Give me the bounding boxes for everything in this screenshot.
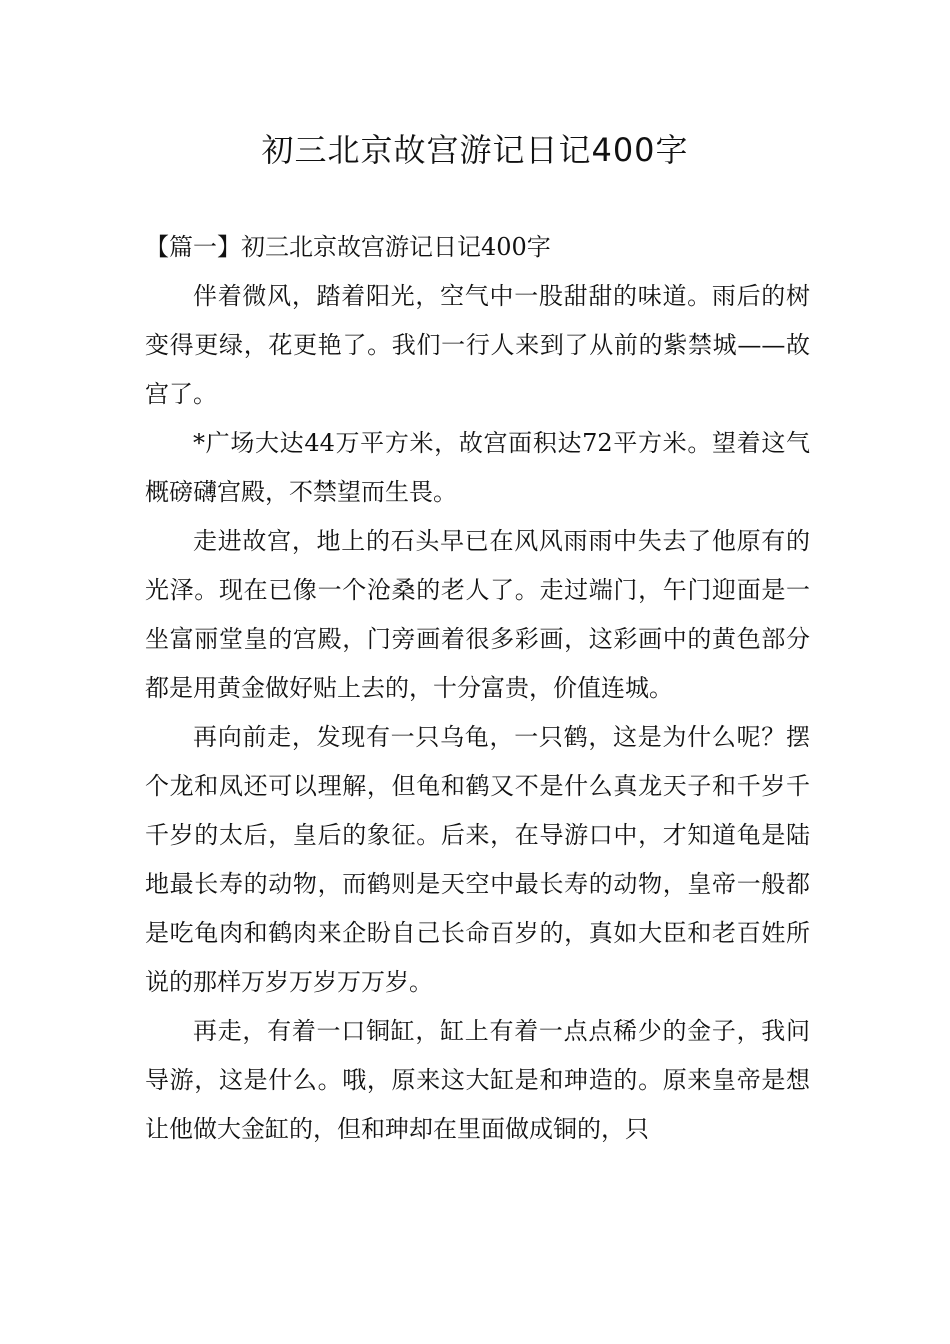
document-title: 初三北京故宫游记日记400字	[261, 131, 689, 169]
paragraph-1: 伴着微风，踏着阳光，空气中一股甜甜的味道。雨后的树变得更绿，花更艳了。我们一行人来到了从前的紫禁城——故宫了。	[145, 282, 810, 408]
paragraph-4: 再向前走，发现有一只乌龟，一只鹤，这是为什么呢？摆个龙和凤还可以理解，但龟和鹤又不是什么真龙天子和千岁千千岁的太后，皇后的象征。后来，在导游口中，才知道龟是陆地最长寿的动物，而鹤则是天空中最长寿的动物，皇帝一般都是吃龟肉和鹤肉来企盼自己长命百岁的，真如大臣和老百姓所说的那样万岁万岁万万岁。	[145, 723, 810, 996]
document-body	[145, 223, 810, 1154]
paragraph-2: *广场大达44万平方米，故宫面积达72平方米。望着这气概磅礴宫殿，不禁望而生畏。	[145, 429, 810, 506]
section-heading: 【篇一】初三北京故宫游记日记400字	[145, 233, 551, 261]
paragraph-5: 再走，有着一口铜缸，缸上有着一点点稀少的金子，我问导游，这是什么。哦，原来这大缸是和珅造的。原来皇帝是想让他做大金缸的，但和珅却在里面做成铜的，只	[145, 1017, 810, 1143]
paragraph-3: 走进故宫，地上的石头早已在风风雨雨中失去了他原有的光泽。现在已像一个沧桑的老人了。走过端门，午门迎面是一坐富丽堂皇的宫殿，门旁画着很多彩画，这彩画中的黄色部分都是用黄金做好贴上去的，十分富贵，价值连城。	[145, 527, 810, 702]
